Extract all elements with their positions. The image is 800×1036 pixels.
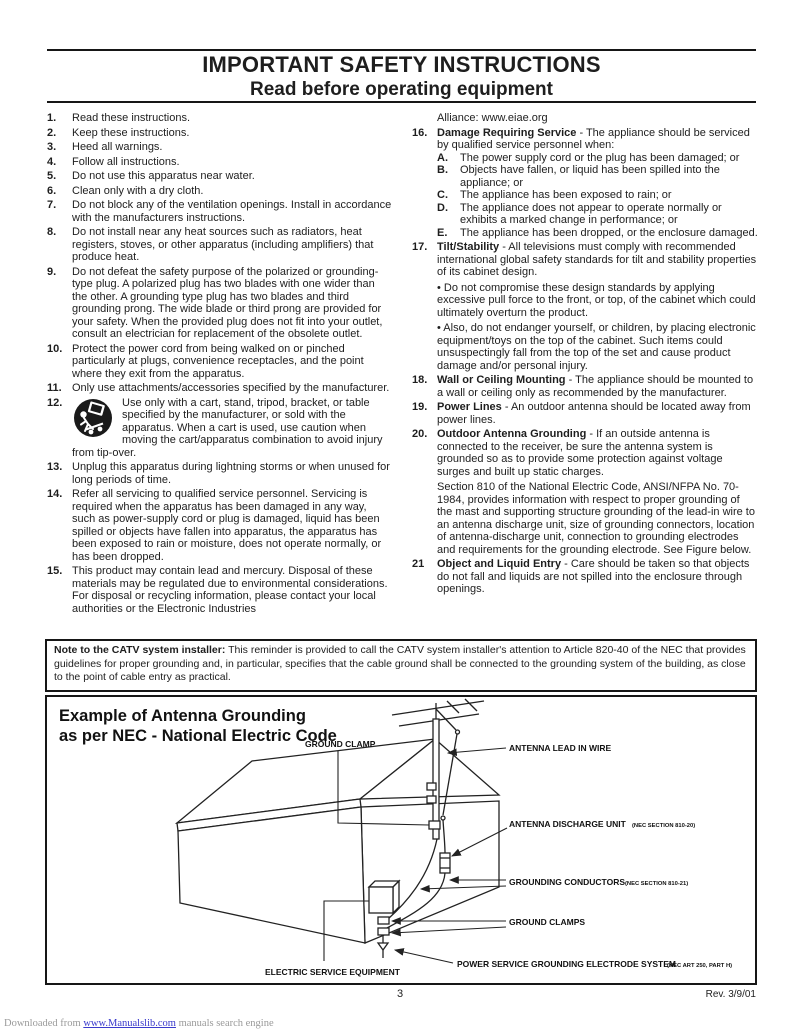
item-number: 3. [47, 141, 57, 153]
item-number: 16. [412, 126, 428, 139]
instruction-item [47, 461, 392, 486]
manualslib-link[interactable]: www.Manualslib.com [83, 1018, 176, 1029]
item-paragraph: Section 810 of the National Electric Code, ANSI/NFPA No. 70-1984, provides information with respect to proper grounding of the mast and supporting structure grounding of the lead-in wire to an antenna discharge unit, size of grounding connectors, location of antenna-discharge unit, connection to grounding electrodes and requirements for the grounding electrode. See Figure below. [437, 481, 755, 556]
item-number: 2. [47, 126, 57, 139]
instruction-item [47, 156, 392, 169]
item-body: Do not block any of the ventilation openings. Install in accordance with the manufacturers instructions. [72, 199, 392, 224]
instruction-item [47, 127, 392, 140]
antenna-grounding-diagram [45, 695, 757, 985]
watermark-suffix: manuals search engine [175, 1018, 274, 1029]
item-number: 20. [412, 428, 428, 440]
top-rule [47, 49, 756, 51]
diagram-label-antenna-discharge-unit-ref: (NEC SECTION 810-20) [632, 823, 696, 829]
item-body: Object and Liquid Entry - Care should be taken so that objects do not fall and liquids are not spilled into the enclosure through openings. [437, 558, 750, 595]
sub-item-letter: D. [437, 201, 448, 214]
diagram-title-line1: Example of Antenna Grounding [59, 707, 306, 725]
instruction-item [47, 397, 392, 460]
instruction-item [47, 170, 392, 183]
diagram-label-antenna-discharge-unit: ANTENNA DISCHARGE UNIT [509, 819, 626, 829]
diagram-label-antenna-lead-in-wire: ANTENNA LEAD IN WIRE [509, 743, 612, 753]
item-number: 18. [412, 374, 428, 386]
item-body: This product may contain lead and mercury. Disposal of these materials may be regulated due to environmental considerations. For disposal or recycling information, please contact your local authorities or the Electronic Industries [72, 565, 388, 615]
catv-note [45, 639, 757, 692]
instruction-item [47, 382, 392, 395]
item-body: Outdoor Antenna Grounding - If an outside antenna is connected to the receiver, be sure the antenna system is grounded so as to provide some protection against voltage surges and built up static charges. Section 810 of the National Electric Code, ANSI/NFPA No. 70-1984, provides information with respect to proper grounding of the mast and supporting structure grounding of the lead-in wire to an antenna discharge unit, size of grounding connectors, location of antenna-discharge unit, connection to grounding electrodes and requirements for the grounding electrode. See Figure below. [437, 428, 758, 556]
sub-item: B. Objects have fallen, or liquid has been spilled into the appliance; or [437, 164, 720, 189]
item-number: 10. [47, 342, 63, 355]
diagram-title-line2: as per NEC - National Electric Code [59, 727, 337, 745]
instruction-item [412, 241, 758, 372]
item-body: Read these instructions. [72, 112, 191, 124]
page-subtitle: Read before operating equipment [250, 79, 553, 100]
item-lead: Power Lines [437, 401, 502, 413]
item-body: Do not use this apparatus near water. [72, 170, 255, 182]
diagram-label-power-service-ref: (NEC ART 250, PART H) [667, 963, 733, 969]
instruction-item [412, 428, 758, 556]
item-lead: Tilt/Stability [437, 241, 500, 253]
item-lead: Outdoor Antenna Grounding [437, 428, 587, 440]
item-body: Clean only with a dry cloth. [72, 184, 204, 197]
tip-over-warning-icon [72, 398, 114, 438]
item-body: Damage Requiring Service - The appliance should be serviced by qualified service personnel when: A. The power supply cord or the plug has been damaged; or B. Objects have fallen, or liquid has been spilled into the appliance; or C. The appliance has been exposed to rain; or D. The appliance does not appear to operate normally or exhibits a marked change in performance; or E. The appliance has been dropped, or the enclosure damaged. [437, 126, 758, 239]
item-number: 19. [412, 401, 428, 413]
item-body: Use only with a cart, stand, tripod, bracket, or table specified by the manufacturer, or sold with the apparatus. When a cart is used, use caution when moving the cart/apparatus combination to avoid injury from tip-over. [72, 396, 383, 459]
item-body: Refer all servicing to qualified service personnel. Servicing is required when the apparatus has been damaged in any way, such as power-supply cord or plug is damaged, liquid has been spilled or objects have fallen into apparatus, the apparatus has been exposed to rain or moisture, does not operate normally, or has been dropped. [72, 488, 382, 563]
instruction-item [47, 199, 392, 224]
diagram-label-power-service: POWER SERVICE GROUNDING ELECTRODE SYSTEM [457, 959, 676, 969]
watermark [4, 1018, 274, 1029]
instruction-item [412, 127, 758, 240]
sub-item-letter: A. [437, 151, 448, 164]
item-number: 5. [47, 170, 57, 182]
item-number: 1. [47, 112, 57, 124]
item-body: Heed all warnings. [72, 141, 163, 153]
instruction-item [47, 185, 392, 198]
instruction-item [47, 226, 392, 264]
sub-item-letter: E. [437, 226, 448, 239]
electric-service-equipment-box [369, 881, 399, 913]
diagram-label-grounding-conductors: GROUNDING CONDUCTORS [509, 877, 626, 887]
sub-item-letter: B. [437, 164, 448, 176]
item-number: 7. [47, 199, 57, 211]
item-body: Protect the power cord from being walked on or pinched particularly at plugs, convenience receptacles, and the point where they exit from the apparatus. [72, 342, 364, 380]
instruction-item [47, 488, 392, 563]
mid-rule [47, 101, 756, 103]
item-lead: Wall or Ceiling Mounting [437, 374, 566, 386]
right-column [412, 112, 758, 598]
diagram-label-grounding-conductors-ref: (NEC SECTION 810-21) [625, 881, 689, 887]
sub-item: C. The appliance has been exposed to rain; or [437, 189, 672, 201]
instruction-item [47, 343, 392, 381]
instruction-item [412, 112, 758, 125]
title-block [47, 52, 756, 101]
item-number: 6. [47, 184, 57, 197]
item-body: Follow all instructions. [72, 155, 180, 168]
watermark-prefix: Downloaded from [4, 1018, 84, 1029]
item-number: 21 [412, 558, 425, 570]
item-body: Keep these instructions. [72, 126, 190, 139]
item-number: 17. [412, 241, 428, 253]
diagram-label-ground-clamps: GROUND CLAMPS [509, 917, 586, 927]
item-body: Do not install near any heat sources such as radiators, heat registers, stoves, or other apparatus (including amplifiers) that produce heat. [72, 226, 374, 263]
item-number: 8. [47, 226, 57, 238]
item-number: 13. [47, 461, 63, 473]
page-number: 3 [396, 988, 404, 1000]
item-body: Wall or Ceiling Mounting - The appliance should be mounted to a wall or ceiling only as recommended by the manufacturer. [437, 374, 754, 399]
item-number: 14. [47, 488, 63, 500]
item-paragraph: • Do not compromise these design standards by applying excessive pull force to the front, or top, of the cabinet which could ultimately overturn the product. [437, 281, 756, 319]
item-body: Do not defeat the safety purpose of the polarized or grounding-type plug. A polarized plug has two blades with one wider than the other. A grounding type plug has two blades and third grounding prong. The wide blade or third prong are provided for your safety. When the provided plug does not fit into your outlet, consult an electrician for replacement of the obsolete outlet. [72, 265, 383, 340]
diagram-drawing [47, 697, 755, 983]
instruction-item [47, 112, 392, 125]
item-lead: Object and Liquid Entry [437, 558, 562, 570]
instruction-item [412, 558, 758, 596]
catv-note-text: This reminder is provided to call the CATV system installer's attention to Article 820-40 of the NEC that provides guidelines for proper grounding and, in particular, specifies that the cable ground shall be connected to the grounding system of the building, as close to the point of cable entry as practical. [54, 644, 746, 683]
left-column [47, 112, 392, 617]
item-paragraph: • Also, do not endanger yourself, or children, by placing electronic equipment/toys on the top of the cabinet. Such items could unsuspectingly fall from the top of the set and cause product damage and/or personal injury. [437, 322, 756, 372]
item-number: 15. [47, 565, 63, 577]
item-body: Alliance: www.eiae.org [437, 112, 548, 124]
diagram-label-electric-service-equipment: ELECTRIC SERVICE EQUIPMENT [265, 967, 400, 977]
instruction-item [47, 266, 392, 341]
item-body: Unplug this apparatus during lightning storms or when unused for long periods of time. [72, 461, 390, 486]
item-number: 9. [47, 265, 57, 278]
instruction-item [412, 374, 758, 399]
instruction-item [412, 401, 758, 426]
item-lead: Damage Requiring Service [437, 126, 577, 139]
diagram-label-ground-clamp: GROUND CLAMP [305, 739, 376, 749]
item-number: 4. [47, 155, 57, 168]
item-body: Tilt/Stability - All televisions must comply with recommended international global safety standards for tilt and stability properties of its cabinet design. • Do not compromise these design standards by applying excessive pull force to the front, or top, of the cabinet which could ultimately overturn the product. • Also, do not endanger yourself, or children, by placing electronic equipment/toys on the top of the cabinet. Such items could unsuspectingly fall from the top of the set and cause product damage and/or personal injury. [437, 241, 757, 372]
instruction-item [47, 565, 392, 615]
page-title: IMPORTANT SAFETY INSTRUCTIONS [202, 52, 601, 77]
instruction-item [47, 141, 392, 154]
item-number: 11. [47, 382, 62, 394]
item-body: Only use attachments/accessories specified by the manufacturer. [72, 382, 390, 394]
sub-item: A. The power supply cord or the plug has been damaged; or [437, 151, 740, 164]
revision-label: Rev. 3/9/01 [705, 989, 756, 1000]
sub-item: D. The appliance does not appear to operate normally or exhibits a marked change in performance; or [437, 201, 722, 226]
sub-item: E. The appliance has been dropped, or the enclosure damaged. [437, 226, 758, 239]
item-body: Power Lines - An outdoor antenna should be located away from power lines. [437, 401, 751, 426]
catv-note-lead: Note to the CATV system installer: [54, 644, 226, 656]
item-number: 12. [47, 396, 63, 409]
sub-item-letter: C. [437, 189, 448, 201]
